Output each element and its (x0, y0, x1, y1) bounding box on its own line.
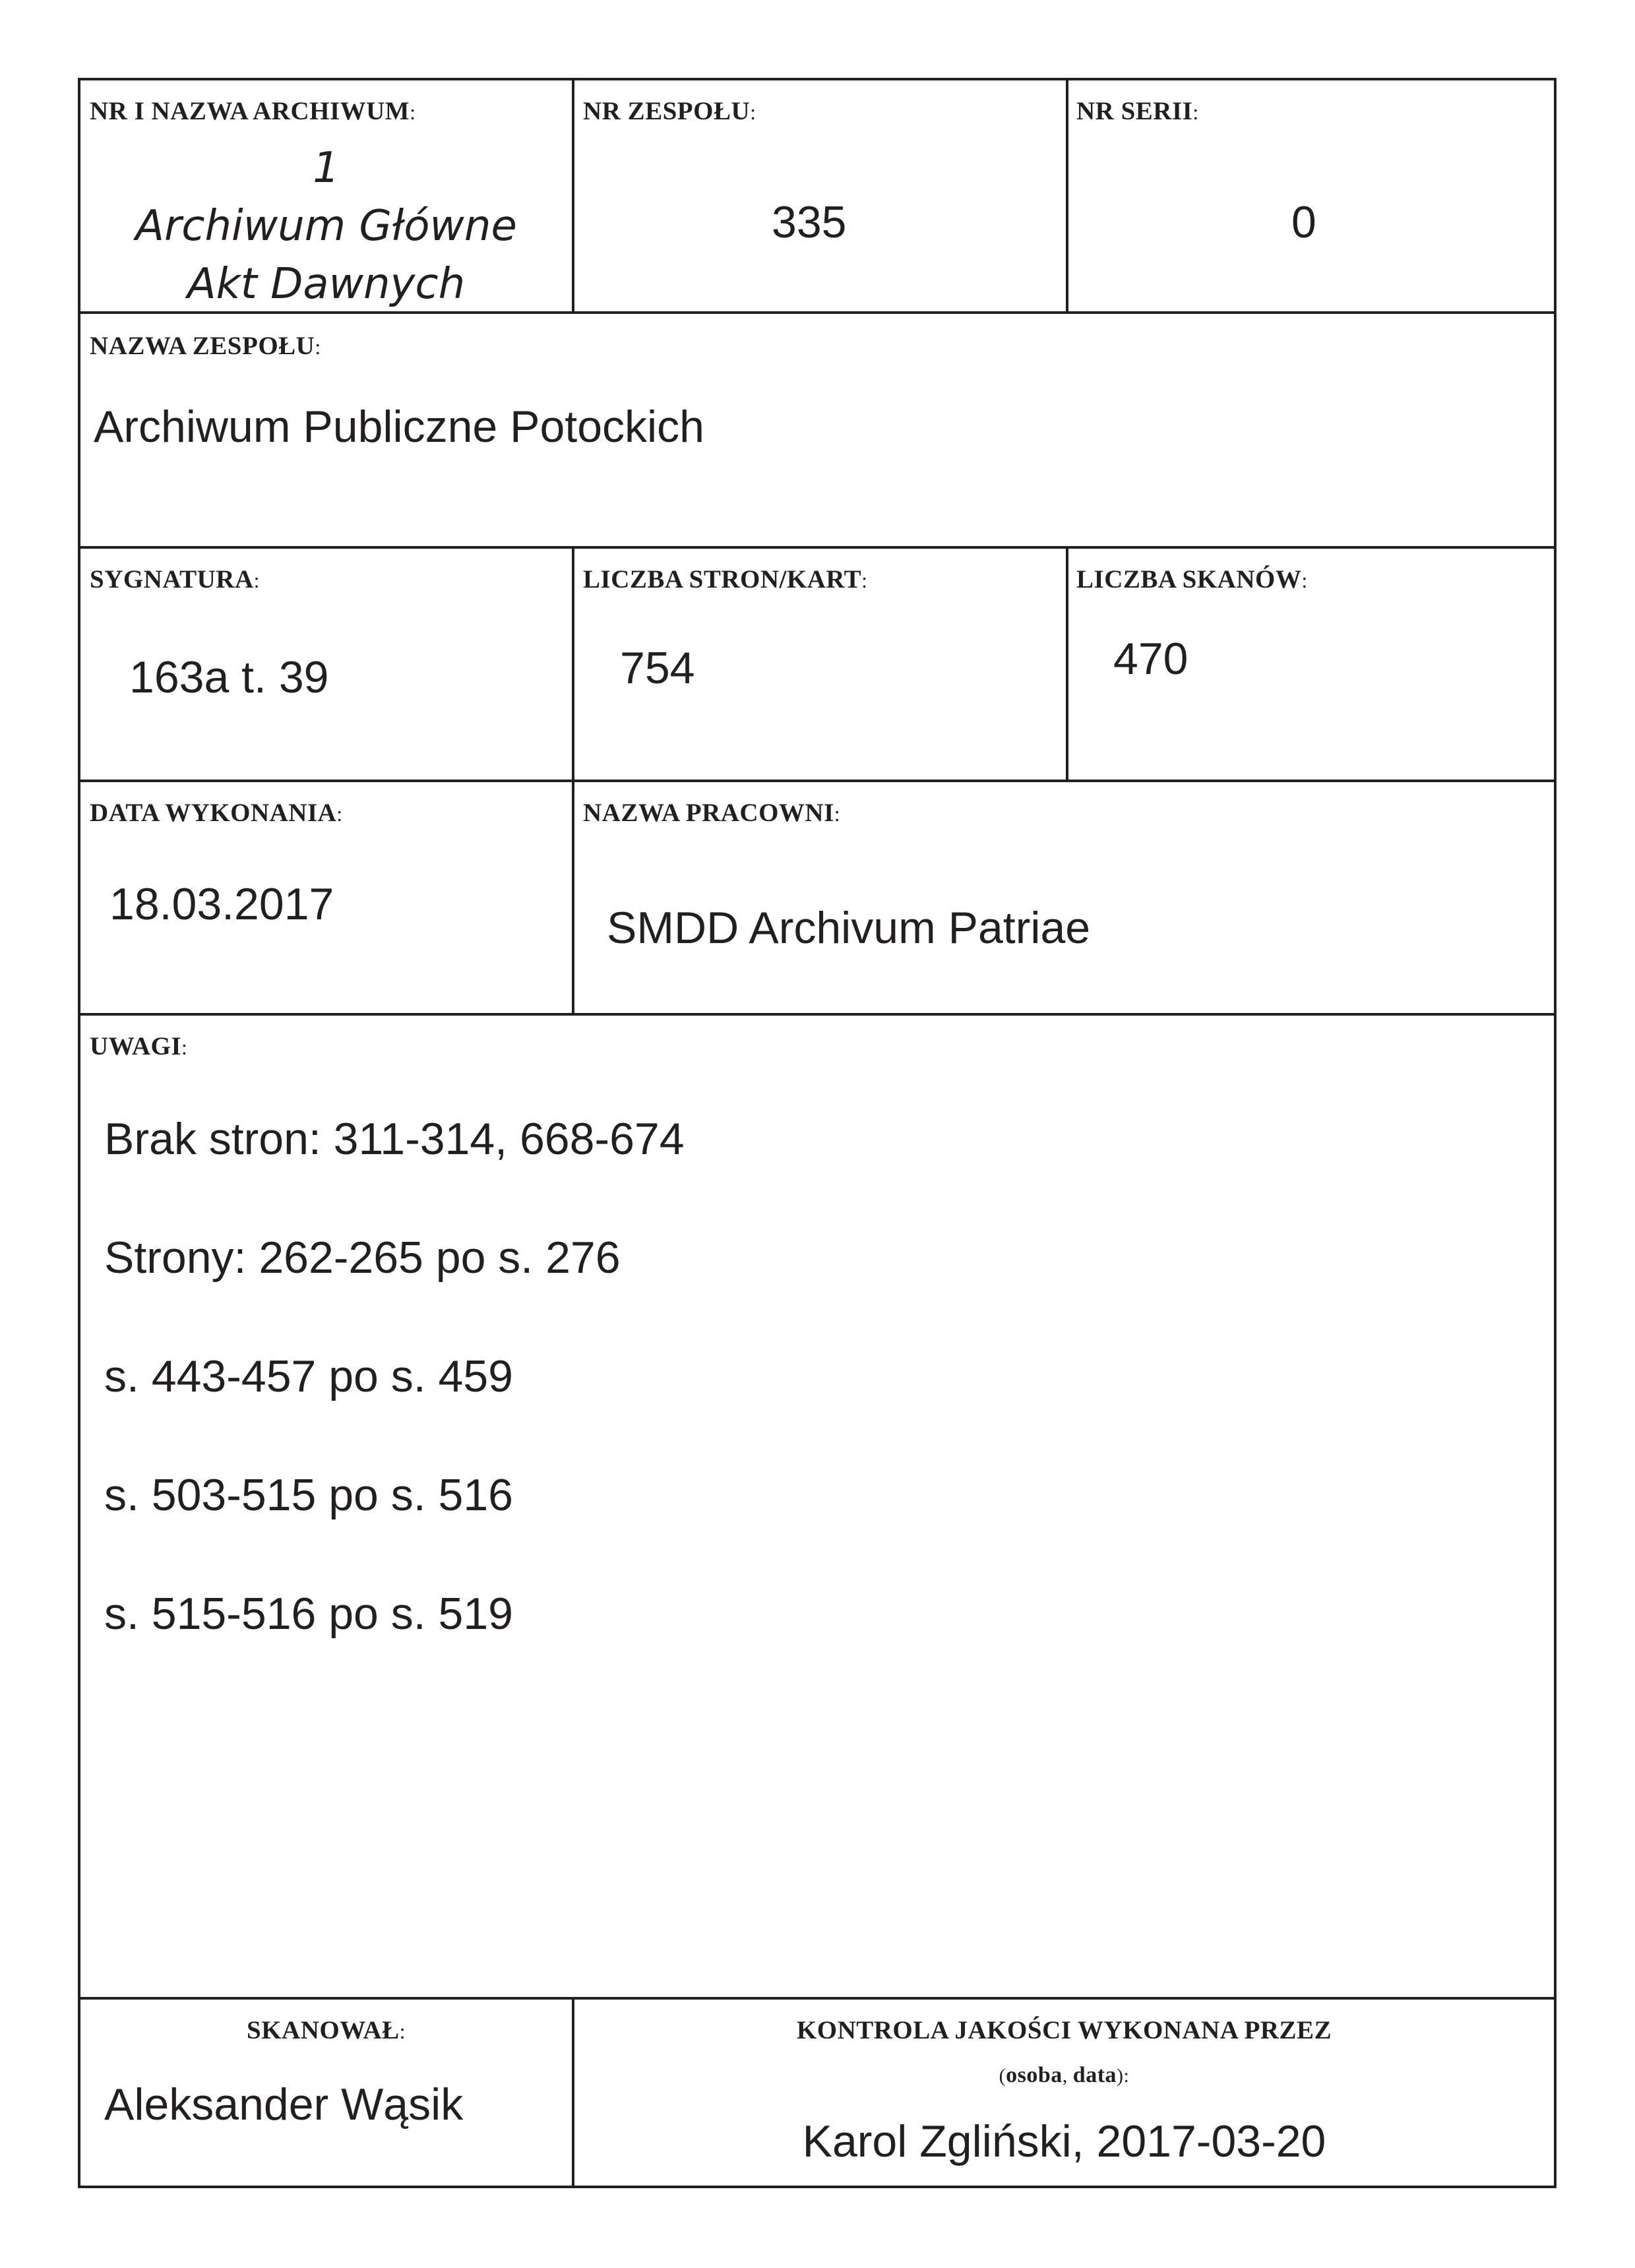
signature-label-text: SYGNATURA (90, 565, 254, 594)
notes-line: Strony: 262-265 po s. 276 (104, 1233, 621, 1283)
row-divider (80, 1013, 1554, 1016)
quality-control-sublabel: (osoba, data): (999, 2063, 1130, 2087)
fond-number-label-text: NR ZESPOŁU (583, 97, 751, 125)
notes-label-text: UWAGI (90, 1032, 182, 1060)
date-done-label: DATA WYKONANIA: (90, 799, 343, 827)
scan-count-label: LICZBA SKANÓW: (1076, 565, 1308, 594)
column-divider (572, 546, 574, 780)
series-number-label: NR SERII: (1076, 97, 1199, 125)
row-divider (80, 546, 1554, 549)
scan-count-label-text: LICZBA SKANÓW (1076, 565, 1302, 594)
page-count-value: 754 (620, 643, 695, 693)
column-divider (1066, 80, 1068, 311)
scanned-by-label: SKANOWAŁ: (247, 2016, 406, 2044)
workshop-label: NAZWA PRACOWNI: (583, 799, 841, 827)
archive-name-line2: Akt Dawnych (187, 260, 466, 309)
workshop-label-text: NAZWA PRACOWNI (583, 799, 834, 827)
series-number-value: 0 (1291, 197, 1316, 247)
workshop-value: SMDD Archivum Patriae (607, 903, 1091, 953)
column-divider (1066, 546, 1068, 780)
quality-control-sub-date: data (1072, 2063, 1117, 2087)
fond-name-label-text: NAZWA ZESPOŁU (90, 332, 315, 360)
signature-value: 163a t. 39 (129, 652, 329, 702)
scanned-by-label-text: SKANOWAŁ (247, 2016, 400, 2044)
archive-number: 1 (313, 144, 340, 193)
column-divider (572, 780, 574, 1013)
notes-line: s. 515-516 po s. 519 (104, 1589, 514, 1639)
metadata-form (78, 78, 1557, 2188)
signature-label: SYGNATURA: (90, 565, 261, 594)
quality-control-label-text: KONTROLA JAKOŚCI WYKONANA PRZEZ (796, 2016, 1332, 2044)
date-done-value: 18.03.2017 (109, 879, 334, 929)
notes-line: Brak stron: 311-314, 668-674 (104, 1114, 685, 1164)
quality-control-sub-person: osoba (1006, 2063, 1063, 2087)
column-divider (572, 80, 574, 311)
fond-name-label: NAZWA ZESPOŁU: (90, 332, 321, 360)
scanned-by-value: Aleksander Wąsik (104, 2079, 464, 2130)
fond-number-value: 335 (772, 197, 847, 247)
row-divider (80, 1997, 1554, 2000)
quality-control-value: Karol Zgliński, 2017-03-20 (802, 2116, 1326, 2166)
page-count-label: LICZBA STRON/KART: (583, 565, 868, 594)
quality-control-label (574, 2015, 1554, 2045)
fond-name-value: Archiwum Publiczne Potockich (94, 402, 704, 452)
notes-line: s. 443-457 po s. 459 (104, 1351, 514, 1401)
archive-label-text: NR I NAZWA ARCHIWUM (90, 97, 410, 125)
row-divider (80, 780, 1554, 782)
scan-count-value: 470 (1113, 634, 1188, 684)
archive-label: NR I NAZWA ARCHIWUM: (90, 97, 416, 125)
archive-name-line1: Archiwum Główne (135, 202, 517, 251)
date-done-label-text: DATA WYKONANIA (90, 799, 337, 827)
notes-line: s. 503-515 po s. 516 (104, 1470, 514, 1520)
fond-number-label: NR ZESPOŁU: (583, 97, 756, 125)
notes-label: UWAGI: (90, 1032, 188, 1060)
page-count-label-text: LICZBA STRON/KART (583, 565, 862, 594)
series-number-label-text: NR SERII (1076, 97, 1193, 125)
